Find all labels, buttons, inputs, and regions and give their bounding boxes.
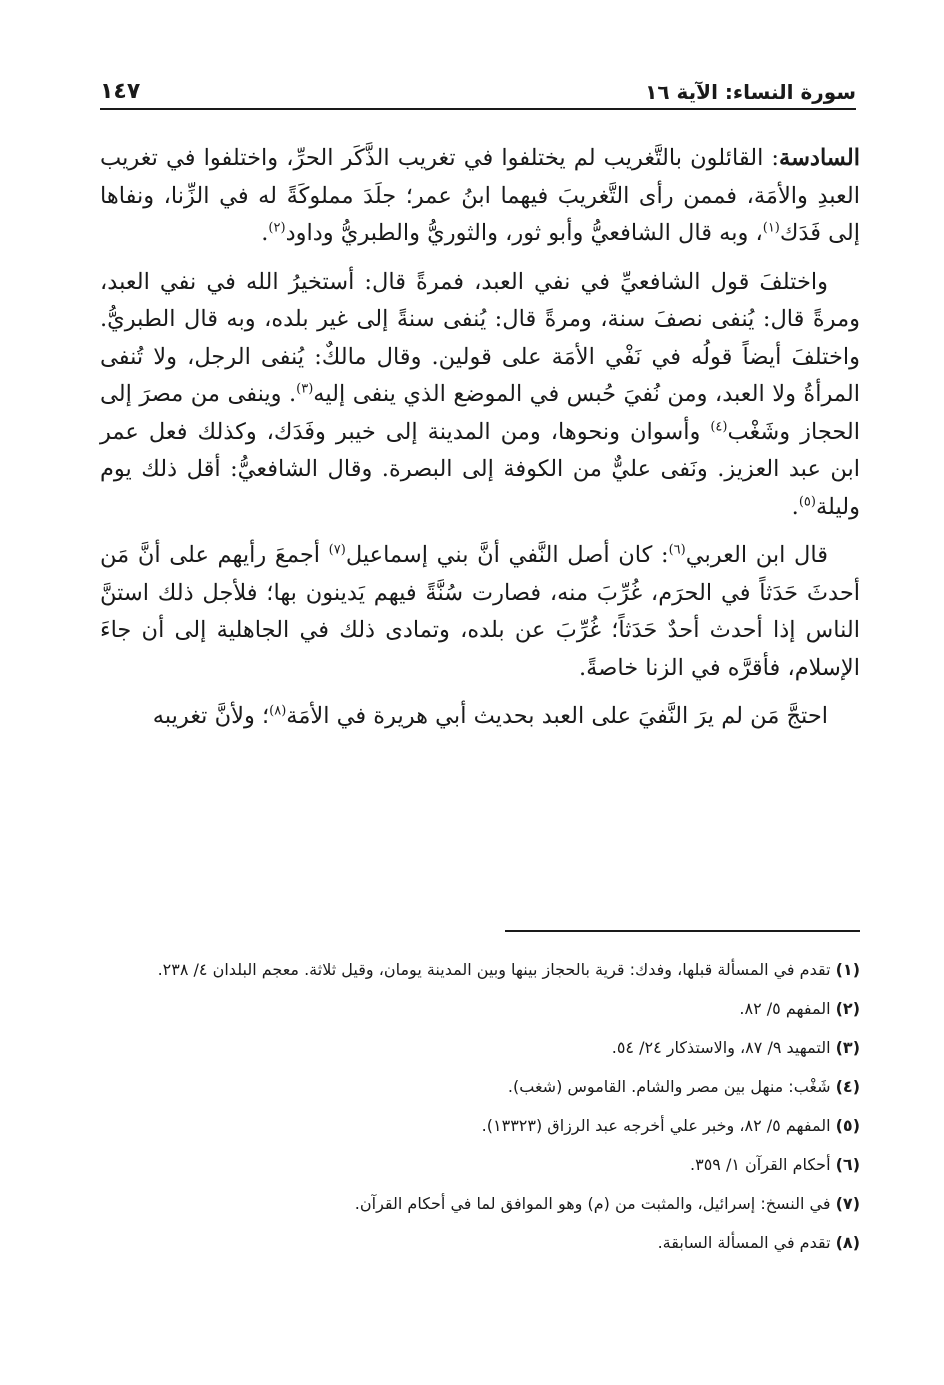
footnote-number: (٦) bbox=[835, 1155, 860, 1174]
footnote-text: المفهم ٥/ ٨٢، وخبر علي أخرجه عبد الرزاق (١٣٣٢٣). bbox=[481, 1116, 836, 1135]
footnote-number: (٨) bbox=[835, 1233, 860, 1252]
footnote-marker: (١) bbox=[762, 220, 780, 236]
footnote-marker: (٢) bbox=[268, 220, 286, 236]
footnote-marker: (٣) bbox=[296, 381, 314, 397]
text-run: ؛ ولأنَّ تغريبه bbox=[152, 703, 270, 729]
section-keyword: السادسة bbox=[779, 145, 860, 171]
main-text bbox=[100, 140, 860, 747]
text-run: : القائلون بالتَّغريب لم يختلفوا في تغريب الذَّكَر الحرِّ، واختلفوا في تغريب العبدِ والأمَة، فممن رأى التَّغريبَ فيهما ابنُ عمر؛ جلَدَ مملوكَةً له في الزِّنا، ونفاها إلى فَدَك bbox=[100, 145, 860, 246]
page-header bbox=[100, 70, 856, 110]
footnote-number: (٤) bbox=[835, 1077, 860, 1096]
text-run: . bbox=[261, 220, 269, 246]
footnote-marker: (٧) bbox=[328, 542, 346, 558]
footnote bbox=[100, 994, 860, 1024]
footnote bbox=[100, 1033, 860, 1063]
footnote-number: (٧) bbox=[835, 1194, 860, 1213]
paragraph-2 bbox=[100, 264, 860, 527]
footnote-number: (٥) bbox=[835, 1116, 860, 1135]
paragraph-1 bbox=[100, 140, 860, 253]
paragraph-4 bbox=[100, 698, 860, 736]
footnote-marker: (٥) bbox=[798, 494, 816, 509]
text-run: وأسوان ونحوها، ومن المدينة إلى خيبر وفَدَك، وكذلك فعل عمر ابن عبد العزيز. ونَفى عليٌّ من الكوفة إلى البصرة. وقال الشافعيُّ: أقل ذلك يوم وليلة bbox=[100, 418, 860, 520]
footnote-text: تقدم في المسألة السابقة. bbox=[657, 1233, 836, 1252]
footnote-marker: (٦) bbox=[668, 542, 686, 558]
text-run: قال ابن العربي bbox=[685, 542, 828, 568]
footnote bbox=[100, 1189, 860, 1219]
running-title: سورة النساء: الآية ١٦ bbox=[645, 80, 856, 104]
footnotes bbox=[100, 955, 860, 1267]
footnote bbox=[100, 1111, 860, 1141]
text-run: . bbox=[791, 493, 799, 520]
footnote-marker: (٨) bbox=[269, 703, 287, 719]
footnote-number: (٣) bbox=[835, 1038, 860, 1057]
text-run: أجمعَ رأيهم على أنَّ مَن أحدثَ حَدَثاً في الحرَم، غُرِّبَ منه، فصارت سُنَّةً فيهم يَدينون بها؛ فلأجل ذلك استنَّ الناس إذا أحدث أحدٌ حَدَثاً؛ غُرِّبَ عن بلده، وتمادى ذلك في الجاهلية إلى أن جاءَ الإسلام، فأقرَّه في الزنا خاصةً. bbox=[100, 542, 860, 681]
footnote-number: (١) bbox=[835, 960, 860, 979]
footnote-text: المفهم ٥/ ٨٢. bbox=[739, 999, 836, 1018]
footnote bbox=[100, 955, 860, 985]
footnote-separator bbox=[505, 930, 860, 932]
footnote-marker: (٤) bbox=[710, 419, 728, 434]
footnote-text: أحكام القرآن ١/ ٣٥٩. bbox=[690, 1155, 836, 1174]
text-run: ، وبه قال الشافعيُّ وأبو ثور، والثوريُّ والطبريُّ وداود bbox=[285, 220, 763, 246]
footnote-number: (٢) bbox=[835, 999, 860, 1018]
footnote-text: التمهيد ٩/ ٨٧، والاستذكار ٢٤/ ٥٤. bbox=[611, 1038, 836, 1057]
footnote-text: في النسخ: إسرائيل، والمثبت من (م) وهو الموافق لما في أحكام القرآن. bbox=[354, 1194, 836, 1213]
text-run: احتجَّ مَن لم يرَ النَّفيَ على العبد بحديث أبي هريرة في الأمَة bbox=[286, 703, 828, 729]
footnote bbox=[100, 1072, 860, 1102]
text-run: : كان أصل النَّفي أنَّ بني إسماعيل bbox=[345, 542, 669, 568]
text-run: . وينفى من مصرَ إلى الحجاز وشَغْب bbox=[100, 381, 861, 445]
footnote bbox=[100, 1150, 860, 1180]
footnote bbox=[100, 1228, 860, 1258]
page-number: ١٤٧ bbox=[100, 79, 141, 104]
footnote-text: تقدم في المسألة قبلها، وفدك: قرية بالحجاز بينها وبين المدينة يومان، وقيل ثلاثة. معجم البلدان ٤/ ٢٣٨. bbox=[157, 960, 836, 979]
footnote-text: شَغْب: منهل بين مصر والشام. القاموس (شغب). bbox=[507, 1077, 836, 1096]
paragraph-3 bbox=[100, 537, 860, 687]
text-run: واختلفَ قول الشافعيِّ في نفي العبد، فمرةً قال: أستخيرُ الله في نفي العبد، ومرةً قال: يُنفى نصفَ سنة، ومرةً قال: يُنفى سنةً إلى غير بلده، وبه قال الطبريُّ. واختلفَ أيضاً قولُه في نَفْي الأمَة على قولين. وقال مالكٌ: يُنفى الرجل، ولا تُنفى المرأةُ ولا العبد، ومن نُفيَ حُبس في الموضع الذي ينفى إليه bbox=[100, 268, 860, 407]
